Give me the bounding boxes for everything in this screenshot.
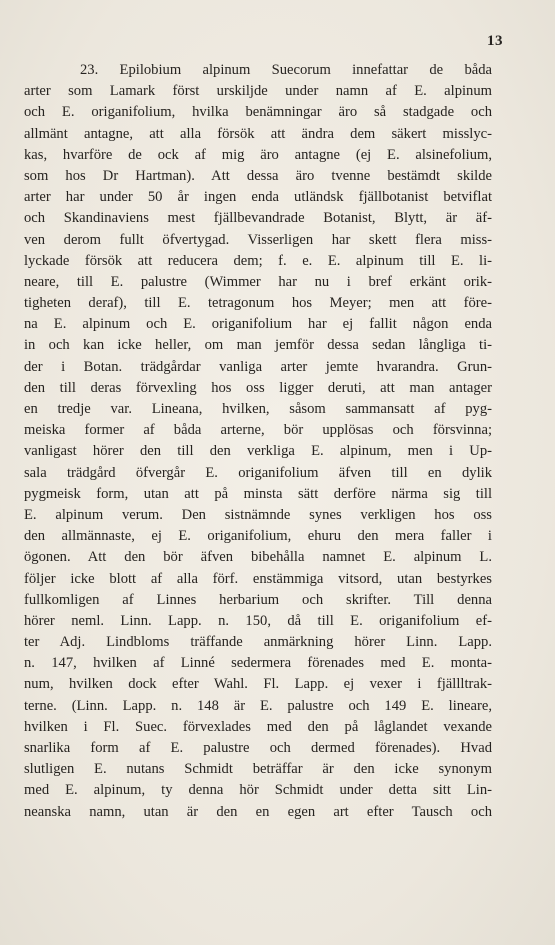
text-line: pygmeisk form, utan att på minsta sätt derföre närma sig till xyxy=(24,485,492,502)
text-line: hvilken i Fl. Suec. förvexlades med den på låglandet vexande xyxy=(24,718,492,735)
text-line: följer icke blott af alla förf. enstämmiga vitsord, utan bestyrkes xyxy=(24,570,492,587)
text-line: tigheten deraf), till E. tetragonum hos Meyer; men att före- xyxy=(24,295,492,312)
text-line: med E. alpinum, ty denna hör Schmidt under detta sitt Lin- xyxy=(24,782,492,799)
text-line: sala trädgård öfvergår E. origanifolium äfven till en dylik xyxy=(24,464,492,481)
text-line: vanligast hörer den till den verkliga E. alpinum, men i Up- xyxy=(24,443,492,460)
text-line: snarlika form af E. palustre och dermed förenades). Hvad xyxy=(24,740,492,756)
text-line: hörer neml. Linn. Lapp. n. 150, då till E. origanifolium ef- xyxy=(24,612,492,629)
text-line: och Skandinaviens mest fjällbevandrade Botanist, Blytt, är äf- xyxy=(24,210,492,227)
text-line: terne. (Linn. Lapp. n. 148 är E. palustre och 149 E. lineare, xyxy=(24,697,492,714)
text-line: kas, hvarföre de ock af mig äro antagne (ej E. alsinefolium, xyxy=(24,146,492,163)
text-line: ter Adj. Lindbloms träffande anmärkning hörer Linn. Lapp. xyxy=(24,634,492,651)
text-line: ögonen. Att den bör äfven bibehålla namnet E. alpinum L. xyxy=(24,549,492,566)
page-number: 13 xyxy=(487,33,503,49)
text-line: ven derom fullt öfvertygad. Visserligen har skett flera miss- xyxy=(24,231,492,248)
text-line: och E. origanifolium, hvilka benämningar äro så stadgade och xyxy=(24,104,492,121)
text-line: neanska namn, utan är den en egen art efter Tausch och xyxy=(24,803,492,820)
text-line: E. alpinum verum. Den sistnämnde synes verkligen hos oss xyxy=(24,506,492,523)
text-line: arter har under 50 år ingen enda utländsk fjällbotanist betviflat xyxy=(24,189,492,206)
body-text xyxy=(24,60,492,823)
text-line: som hos Dr Hartman). Att dessa äro tvenne bestämdt skilde xyxy=(24,167,492,184)
text-line: neare, till E. palustre (Wimmer har nu i bref erkänt orik- xyxy=(24,273,492,290)
text-line: meiska former af båda arterne, bör upplösas och försvinna; xyxy=(24,422,492,439)
text-line: 23. Epilobium alpinum Suecorum innefattar de båda xyxy=(80,62,492,78)
text-line: na E. alpinum och E. origanifolium har ej fallit någon enda xyxy=(24,316,492,333)
text-line: slutligen E. nutans Schmidt beträffar är den icke synonym xyxy=(24,761,492,778)
text-line: den till deras förvexling hos oss ligger deruti, att man antager xyxy=(24,379,492,396)
text-line: lyckade försök att reducera dem; f. e. E. alpinum till E. li- xyxy=(24,252,492,269)
text-line: allmänt antagne, att alla försök att ändra dem säkert misslyc- xyxy=(24,125,492,142)
text-line: arter som Lamark först urskiljde under namn af E. alpinum xyxy=(24,83,492,100)
text-line: num, hvilken dock efter Wahl. Fl. Lapp. ej vexer i fjällltrak- xyxy=(24,676,492,693)
text-line: n. 147, hvilken af Linné sedermera förenades med E. monta- xyxy=(24,655,492,672)
text-line: en tredje var. Lineana, hvilken, såsom sammansatt af pyg- xyxy=(24,401,492,417)
text-line: den allmännaste, ej E. origanifolium, ehuru den mera faller i xyxy=(24,528,492,545)
text-line: der i Botan. trädgårdar vanliga arter jemte hvarandra. Grun- xyxy=(24,358,492,375)
text-line: in och kan icke heller, om man jemför dessa sedan långliga ti- xyxy=(24,337,492,354)
text-line: fullkomligen af Linnes herbarium och skrifter. Till denna xyxy=(24,591,492,608)
